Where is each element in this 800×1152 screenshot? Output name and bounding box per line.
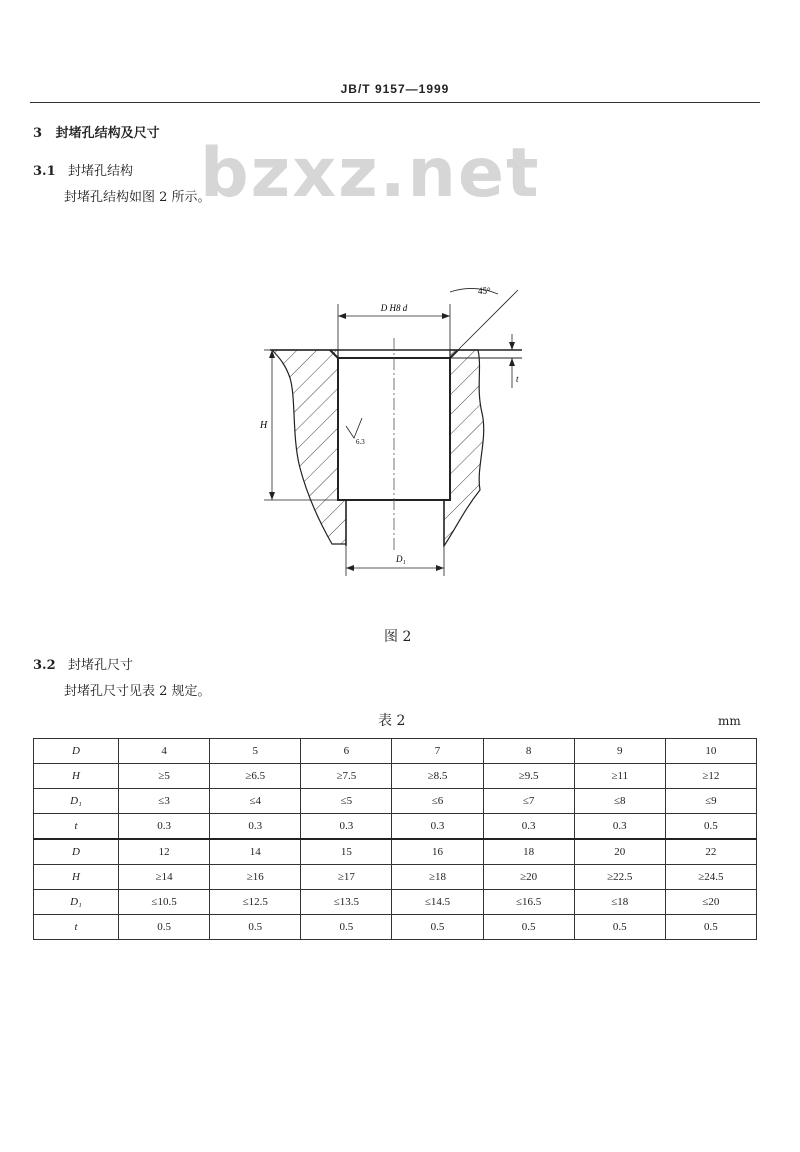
table-cell: 10 [665,739,756,764]
section-3-title: 封堵孔结构及尺寸 [55,126,160,141]
table-cell: ≤8 [574,789,665,814]
table-cell: ≤7 [483,789,574,814]
dimension-table [33,738,757,940]
section-3-2-heading [33,654,133,673]
table-cell: 15 [301,839,392,865]
table-cell: ≥20 [483,865,574,890]
section-3-1-title: 封堵孔结构 [68,164,134,179]
table-cell: ≤16.5 [483,890,574,915]
table-cell: 9 [574,739,665,764]
table-cell: ≥24.5 [665,865,756,890]
table-cell: 0.5 [665,915,756,940]
table-cell: 0.5 [483,915,574,940]
table-cell: 18 [483,839,574,865]
table-cell: 0.3 [210,814,301,840]
table-cell: ≤3 [119,789,210,814]
table-row [34,890,757,915]
table-cell: ≤12.5 [210,890,301,915]
table-row [34,915,757,940]
table-caption: 表 2 [378,713,406,729]
table-cell: 0.5 [574,915,665,940]
table-row [34,789,757,814]
table-cell: ≤6 [392,789,483,814]
top-dimension-label: D H8 d [380,303,408,313]
section-3-2-number: 3.2 [33,658,56,673]
plug-hole-drawing [250,278,540,588]
table-cell: ≥8.5 [392,764,483,789]
table-row [34,865,757,890]
height-label: H [260,420,268,431]
table-cell: ≥16 [210,865,301,890]
section-3-2-text: 封堵孔尺寸见表 2 规定。 [64,684,211,699]
bottom-dimension-label: D₁ [396,554,406,564]
table-cell: 0.5 [210,915,301,940]
chamfer-label: t [516,374,519,384]
table-cell: ≤5 [301,789,392,814]
table-row [34,814,757,840]
table-cell: 16 [392,839,483,865]
table-cell: ≥11 [574,764,665,789]
table-cell: 20 [574,839,665,865]
row-header: D [34,839,119,865]
table-row [34,739,757,764]
table-cell: ≤4 [210,789,301,814]
table-cell: ≥7.5 [301,764,392,789]
table-cell: 6 [301,739,392,764]
section-3-heading [33,122,160,141]
table-cell: 5 [210,739,301,764]
table-row [34,839,757,865]
section-3-1-heading [33,160,133,179]
table-cell: 4 [119,739,210,764]
table-unit: mm [718,714,741,728]
table-cell: 22 [665,839,756,865]
row-header: H [34,764,119,789]
row-header: t [34,814,119,840]
table-cell: ≥6.5 [210,764,301,789]
table-cell: 0.5 [301,915,392,940]
table-cell: ≥9.5 [483,764,574,789]
table-cell: 8 [483,739,574,764]
table-cell: 14 [210,839,301,865]
table-cell: ≥12 [665,764,756,789]
table-cell: 7 [392,739,483,764]
row-header: D₁ [34,789,119,814]
table-cell: 0.5 [665,814,756,840]
roughness-label: 6.3 [356,438,365,446]
table-cell: 0.3 [392,814,483,840]
left-section-hatch [272,350,346,544]
table-cell: ≤20 [665,890,756,915]
angle-label: 45° [478,286,491,296]
table-cell: 0.5 [119,915,210,940]
table-cell: ≤14.5 [392,890,483,915]
table-cell: 0.3 [483,814,574,840]
table-cell: ≤9 [665,789,756,814]
table-cell: 0.3 [301,814,392,840]
table-cell: ≥17 [301,865,392,890]
section-3-number: 3 [33,126,43,141]
table-cell: ≥22.5 [574,865,665,890]
table-cell: 12 [119,839,210,865]
section-3-2-title: 封堵孔尺寸 [68,658,134,673]
table-cell: 0.5 [392,915,483,940]
table-cell: ≤13.5 [301,890,392,915]
table-row [34,764,757,789]
table-cell: ≤10.5 [119,890,210,915]
standard-code: JB/T 9157—1999 [340,82,450,96]
table-cell: 0.3 [119,814,210,840]
table-cell: ≥14 [119,865,210,890]
table-cell: ≥5 [119,764,210,789]
row-header: t [34,915,119,940]
section-3-1-number: 3.1 [33,164,56,179]
row-header: D [34,739,119,764]
document-header [30,78,760,103]
watermark: bzxz.net [200,134,541,213]
table-cell: 0.3 [574,814,665,840]
table-cell: ≤18 [574,890,665,915]
section-3-1-text: 封堵孔结构如图 2 所示。 [64,190,211,205]
row-header: H [34,865,119,890]
figure-caption: 图 2 [384,629,412,645]
table-cell: ≥18 [392,865,483,890]
row-header: D₁ [34,890,119,915]
